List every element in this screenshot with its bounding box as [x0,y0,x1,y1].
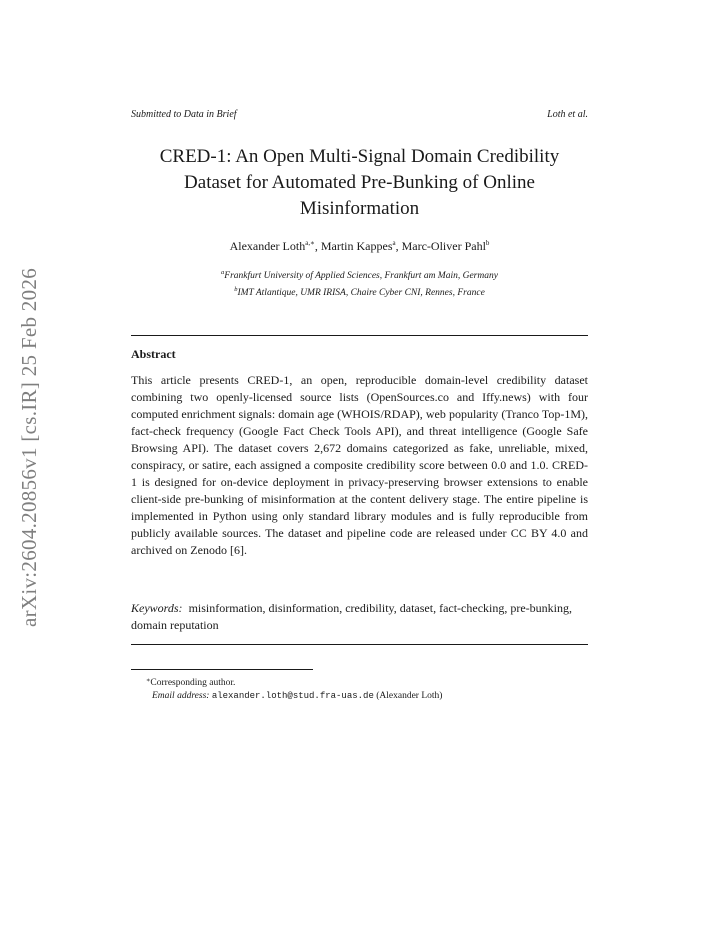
keywords-text: misinformation, disinformation, credibility, dataset, fact-checking, pre-bunking, domain reputation [131,601,573,632]
corresponding-text: Corresponding author. [150,678,236,688]
footnote-rule [131,669,313,670]
author-name: Alexander Loth [229,239,306,253]
author-name: Martin Kappes [320,239,393,253]
abstract-heading: Abstract [131,347,176,361]
affiliation [131,266,588,283]
running-head [131,109,588,120]
author-marks: a [392,239,396,247]
email-owner: (Alexander Loth) [376,691,443,701]
email-link[interactable]: alexander.loth@stud.fra-uas.de [211,691,374,701]
paper-title: CRED-1: An Open Multi-Signal Domain Credibility Dataset for Automated Pre-Bunking of Online Misinformation [159,146,560,219]
abstract-bottom-rule [131,644,588,645]
affiliation-mark: a [221,269,225,276]
author-short: Loth et al. [547,109,588,120]
email-note [131,690,588,703]
keywords-label: Keywords: [131,601,183,615]
author-list [131,239,588,254]
keywords [131,600,588,634]
arxiv-identifier [10,252,50,642]
email-label: Email address: [152,691,210,701]
author-marks: b [485,239,490,247]
author-separator: , [395,239,402,253]
footnote-mark: ∗ [146,677,151,684]
journal-name: Submitted to Data in Brief [131,109,237,120]
author-marks: a,∗ [305,239,315,247]
affiliation-mark: b [234,286,238,293]
author-name: Marc-Oliver Pahl [401,239,486,253]
arxiv-id-text: arXiv:2604.20856v1 [cs.IR] 25 Feb 2026 [17,267,42,627]
corresponding-note [131,674,588,690]
author-separator: , [314,239,321,253]
abstract-top-rule [131,335,588,336]
footnote [131,674,588,703]
abstract-text: This article presents CRED-1, an open, reproducible domain-level credibility dataset combining two openly-licensed source lists (OpenSources.co and Iffy.news) with four computed enrichment signals: domain age (WHOIS/RDAP), web popularity (Tranco Top-1M), fact-check frequency (Google Fact Check Tools API), and threat intelligence (Google Safe Browsing API). The dataset covers 2,672 domains categorized as fake, unreliable, mixed, conspiracy, or satire, each assigned a composite credibility score between 0.0 and 1.0. CRED-1 is designed for on-device deployment in privacy-preserving browser extensions to enable client-side pre-bunking of misinformation at the content delivery stage. The entire pipeline is implemented in Python using only standard library modules and is fully reproducible from publicly available sources. The dataset and pipeline code are released under CC BY 4.0 and archived on Zenodo [6]. [131,373,588,557]
affiliation-text: Frankfurt University of Applied Sciences, Frankfurt am Main, Germany [224,271,498,281]
affiliation-text: IMT Atlantique, UMR IRISA, Chaire Cyber CNI, Rennes, France [237,288,485,298]
affiliation-list [131,266,588,300]
affiliation [131,283,588,300]
